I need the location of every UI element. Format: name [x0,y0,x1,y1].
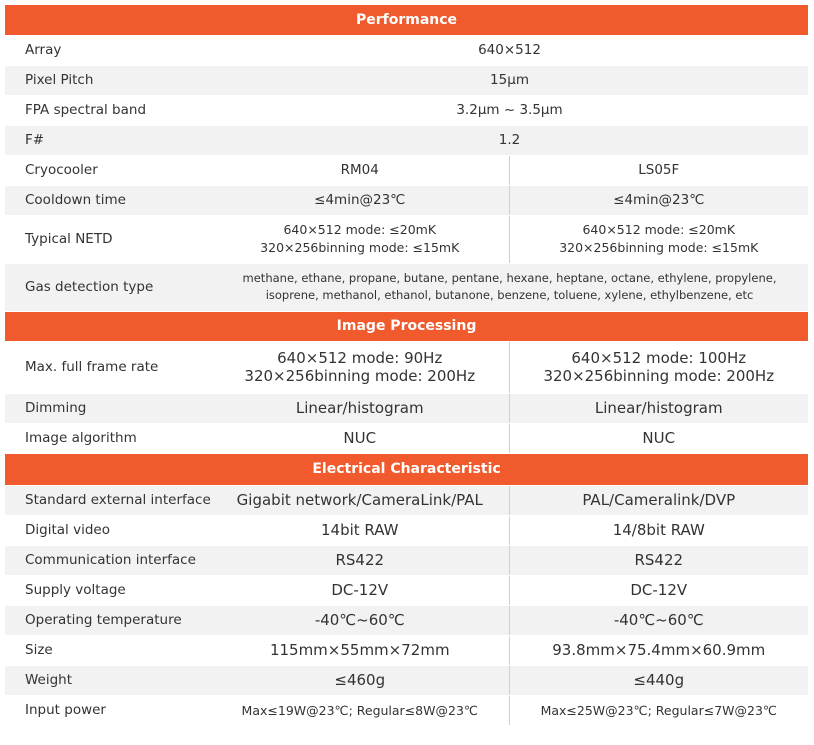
table-row [5,95,808,125]
row-value-col2: PAL/Cameralink/DVP [509,485,808,515]
row-label: Image algorithm [5,423,211,453]
row-label: Operating temperature [5,605,211,635]
row-label: Max. full frame rate [5,341,211,393]
row-value-col2: NUC [509,423,808,453]
row-label: Typical NETD [5,215,211,263]
row-value-col1: 115mm×55mm×72mm [211,635,509,665]
row-label: Pixel Pitch [5,65,211,95]
value-line: isoprene, methanol, ethanol, butanone, benzene, toluene, xylene, ethylbenzene, etc [265,288,754,302]
row-value-col2: Linear/histogram [509,393,808,423]
row-value-col2: ≤440g [509,665,808,695]
table-row [5,65,808,95]
row-label: Cryocooler [5,155,211,185]
section-header-electrical [5,453,808,485]
row-label: Gas detection type [5,263,211,311]
row-label: Communication interface [5,545,211,575]
row-value: 640×512 [211,35,808,65]
row-value-col1: -40℃~60℃ [211,605,509,635]
row-value-col1: Linear/histogram [211,393,509,423]
row-label: Supply voltage [5,575,211,605]
value-line: 320×256binning mode: ≤15mK [559,240,759,255]
table-row [5,605,808,635]
row-label: Digital video [5,515,211,545]
table-row [5,515,808,545]
row-value-col2: DC-12V [509,575,808,605]
table-row [5,575,808,605]
value-line: 320×256binning mode: 200Hz [244,367,476,385]
row-label: Size [5,635,211,665]
row-value-col2 [509,215,808,263]
section-title: Performance [5,5,808,35]
row-value: 1.2 [211,125,808,155]
row-value-col1: NUC [211,423,509,453]
row-label: Array [5,35,211,65]
section-header-performance [5,5,808,35]
value-line: 320×256binning mode: ≤15mK [260,240,460,255]
table-row [5,263,808,311]
row-label: Input power [5,695,211,725]
row-value-col2: ≤4min@23℃ [509,185,808,215]
table-row [5,423,808,453]
row-value-col2: Max≤25W@23℃; Regular≤7W@23℃ [509,695,808,725]
row-value-col2: 93.8mm×75.4mm×60.9mm [509,635,808,665]
section-title: Image Processing [5,311,808,341]
value-line: 320×256binning mode: 200Hz [543,367,775,385]
row-value-col1: RS422 [211,545,509,575]
row-label: Weight [5,665,211,695]
row-label: Cooldown time [5,185,211,215]
table-row [5,545,808,575]
row-label: F# [5,125,211,155]
row-value-col1 [211,341,509,393]
table-row [5,485,808,515]
spec-table [5,5,808,726]
value-line: 640×512 mode: 90Hz [277,349,443,367]
value-line: 640×512 mode: ≤20mK [283,222,437,237]
table-row [5,393,808,423]
value-line: 640×512 mode: ≤20mK [582,222,736,237]
row-value-col1: Gigabit network/CameraLink/PAL [211,485,509,515]
row-value-col1: ≤460g [211,665,509,695]
table-row [5,695,808,725]
row-value-col1: DC-12V [211,575,509,605]
row-value-col2 [509,341,808,393]
table-row [5,635,808,665]
table-row [5,341,808,393]
table-row [5,665,808,695]
table-row [5,35,808,65]
table-row [5,125,808,155]
row-value-col2: LS05F [509,155,808,185]
row-label: Dimming [5,393,211,423]
value-line: methane, ethane, propane, butane, pentane, hexane, heptane, octane, ethylene, propylene, [242,271,777,285]
row-label: FPA spectral band [5,95,211,125]
row-value: 15μm [211,65,808,95]
row-value-col1: Max≤19W@23℃; Regular≤8W@23℃ [211,695,509,725]
value-line: 640×512 mode: 100Hz [571,349,747,367]
table-row [5,185,808,215]
row-value-col1: 14bit RAW [211,515,509,545]
row-value-col2: -40℃~60℃ [509,605,808,635]
section-header-image-processing [5,311,808,341]
row-value: 3.2μm ~ 3.5μm [211,95,808,125]
row-value-col1 [211,215,509,263]
table-row [5,155,808,185]
row-label: Standard external interface [5,485,211,515]
row-value [211,263,808,311]
row-value-col1: RM04 [211,155,509,185]
row-value-col2: 14/8bit RAW [509,515,808,545]
table-row [5,215,808,263]
section-title: Electrical Characteristic [5,453,808,485]
row-value-col2: RS422 [509,545,808,575]
row-value-col1: ≤4min@23℃ [211,185,509,215]
